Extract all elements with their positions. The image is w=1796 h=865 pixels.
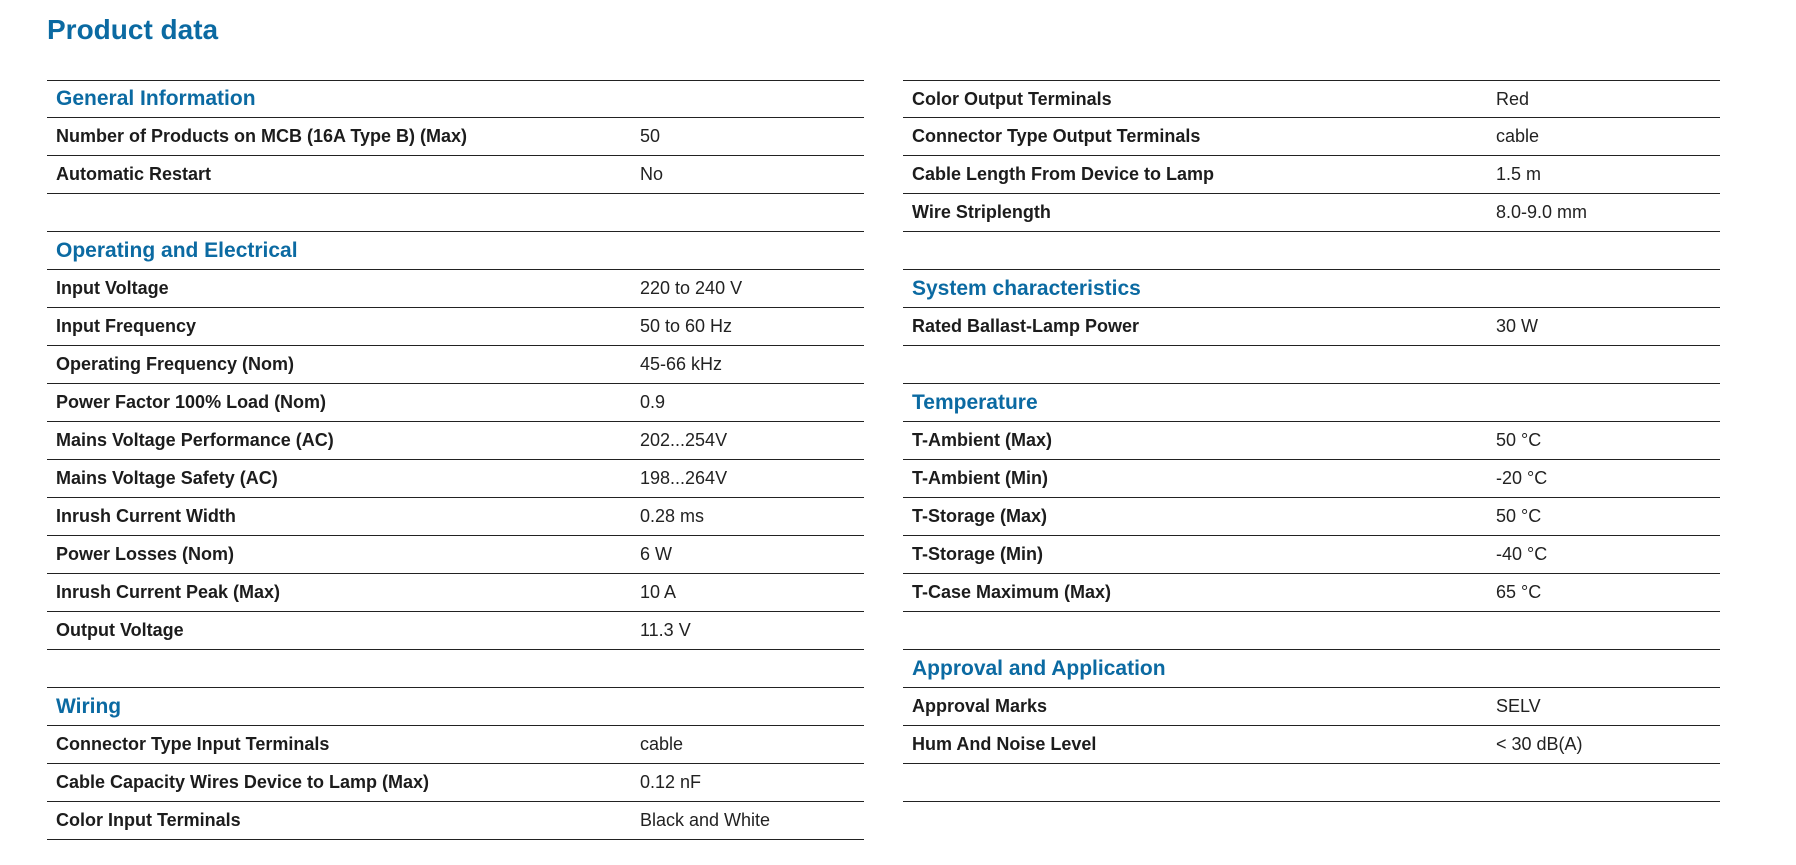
spec-value: 50 to 60 Hz: [640, 316, 733, 336]
spec-label: Cable Capacity Wires Device to Lamp (Max): [56, 772, 429, 792]
section-title: System characteristics: [912, 276, 1141, 300]
spec-value: cable: [640, 734, 684, 754]
spec-value: SELV: [1496, 696, 1541, 716]
right-spec-table: [903, 80, 1720, 802]
spec-value: < 30 dB(A): [1496, 734, 1583, 754]
spec-row-wire-striplength: [903, 194, 1720, 232]
spec-row-operating-frequency-nom: [47, 346, 864, 384]
spec-label: Input Frequency: [56, 316, 197, 336]
section-title: General Information: [56, 87, 256, 110]
spec-label: Inrush Current Peak (Max): [56, 582, 281, 602]
section-title: Temperature: [912, 390, 1038, 414]
spec-row-color-output-terminals: [903, 80, 1720, 118]
spec-label: Automatic Restart: [56, 164, 212, 184]
spec-label: T-Ambient (Max): [912, 430, 1053, 450]
spec-row-inrush-current-width: [47, 498, 864, 536]
spec-row-power-losses-nom: [47, 536, 864, 574]
spec-label: Approval Marks: [912, 696, 1048, 716]
spec-value: 50: [640, 126, 661, 146]
spec-row-number-of-products-on-mcb-16a-type-b-max: [47, 118, 864, 156]
left-spec-table: [47, 80, 864, 840]
spec-label: Mains Voltage Performance (AC): [56, 430, 334, 450]
spec-label: T-Storage (Max): [912, 506, 1048, 526]
spec-value: -40 °C: [1496, 544, 1548, 564]
spec-row-color-input-terminals: [47, 802, 864, 840]
spec-row-input-voltage: [47, 270, 864, 308]
spec-row-t-case-maximum-max: [903, 574, 1720, 612]
section-title: Wiring: [56, 694, 122, 718]
spec-value: 11.3 V: [640, 620, 691, 640]
spec-label: Hum And Noise Level: [912, 734, 1097, 754]
spec-label: Power Factor 100% Load (Nom): [56, 392, 327, 412]
section-header-operating-and-electrical: [47, 232, 864, 270]
section-header-system-characteristics: [903, 270, 1720, 308]
spec-row-connector-type-output-terminals: [903, 118, 1720, 156]
spec-label: Connector Type Output Terminals: [912, 126, 1201, 146]
spec-label: Power Losses (Nom): [56, 544, 235, 564]
spec-row-t-ambient-max: [903, 422, 1720, 460]
spec-label: Rated Ballast-Lamp Power: [912, 316, 1140, 336]
section-title: Approval and Application: [912, 656, 1166, 680]
spec-row-t-ambient-min: [903, 460, 1720, 498]
spacer-row: [47, 650, 864, 688]
spec-value: -20 °C: [1496, 468, 1548, 488]
spec-value: 45-66 kHz: [640, 354, 723, 374]
spec-value: No: [640, 164, 664, 184]
spec-row-mains-voltage-performance-ac: [47, 422, 864, 460]
spec-row-connector-type-input-terminals: [47, 726, 864, 764]
spec-value: 65 °C: [1496, 582, 1542, 602]
spec-value: 10 A: [640, 582, 677, 602]
spec-label: Mains Voltage Safety (AC): [56, 468, 278, 488]
spec-value: Red: [1496, 88, 1530, 109]
spec-label: Wire Striplength: [912, 202, 1051, 222]
spec-row-hum-and-noise-level: [903, 726, 1720, 764]
spacer-row: [903, 232, 1720, 270]
spec-value: 50 °C: [1496, 430, 1542, 450]
spacer-row: [47, 194, 864, 232]
spec-row-power-factor-100-load-nom: [47, 384, 864, 422]
spacer-row: [903, 346, 1720, 384]
section-title: Operating and Electrical: [56, 238, 298, 262]
spec-label: T-Ambient (Min): [912, 468, 1048, 488]
section-header-approval-and-application: [903, 650, 1720, 688]
spec-value: 30 W: [1496, 316, 1539, 336]
spec-label: Input Voltage: [56, 278, 169, 298]
spec-value: 202...254V: [640, 430, 728, 450]
spec-value: 198...264V: [640, 468, 728, 488]
spec-row-inrush-current-peak-max: [47, 574, 864, 612]
section-header-general-information: [47, 80, 864, 118]
spec-value: 1.5 m: [1496, 164, 1542, 184]
spec-row-cable-length-from-device-to-lamp: [903, 156, 1720, 194]
spec-label: Output Voltage: [56, 620, 184, 640]
section-header-temperature: [903, 384, 1720, 422]
spec-value: 8.0-9.0 mm: [1496, 202, 1588, 222]
spec-label: Inrush Current Width: [56, 506, 236, 526]
spec-value: Black and White: [640, 810, 771, 830]
spec-row-output-voltage: [47, 612, 864, 650]
spec-value: 0.28 ms: [640, 506, 705, 526]
spec-label: Color Input Terminals: [56, 810, 241, 830]
spec-row-input-frequency: [47, 308, 864, 346]
spacer-row: [903, 764, 1720, 802]
spec-value: 6 W: [640, 544, 673, 564]
spec-row-automatic-restart: [47, 156, 864, 194]
spec-row-t-storage-min: [903, 536, 1720, 574]
spec-label: T-Storage (Min): [912, 544, 1043, 564]
spec-value: 50 °C: [1496, 506, 1542, 526]
spec-label: Operating Frequency (Nom): [56, 354, 295, 374]
spec-value: 0.9: [640, 392, 666, 412]
spec-value: cable: [1496, 126, 1540, 146]
spec-row-t-storage-max: [903, 498, 1720, 536]
spec-label: T-Case Maximum (Max): [912, 582, 1112, 602]
page-title: Product data: [47, 14, 219, 45]
spec-label: Cable Length From Device to Lamp: [912, 164, 1215, 184]
spec-label: Number of Products on MCB (16A Type B) (Max): [56, 126, 468, 146]
spec-row-approval-marks: [903, 688, 1720, 726]
spec-row-rated-ballast-lamp-power: [903, 308, 1720, 346]
spec-value: 220 to 240 V: [640, 278, 743, 298]
spec-row-mains-voltage-safety-ac: [47, 460, 864, 498]
spacer-row: [903, 612, 1720, 650]
spec-label: Color Output Terminals: [912, 88, 1112, 109]
spec-row-cable-capacity-wires-device-to-lamp-max: [47, 764, 864, 802]
spec-value: 0.12 nF: [640, 772, 702, 792]
spec-label: Connector Type Input Terminals: [56, 734, 330, 754]
section-header-wiring: [47, 688, 864, 726]
